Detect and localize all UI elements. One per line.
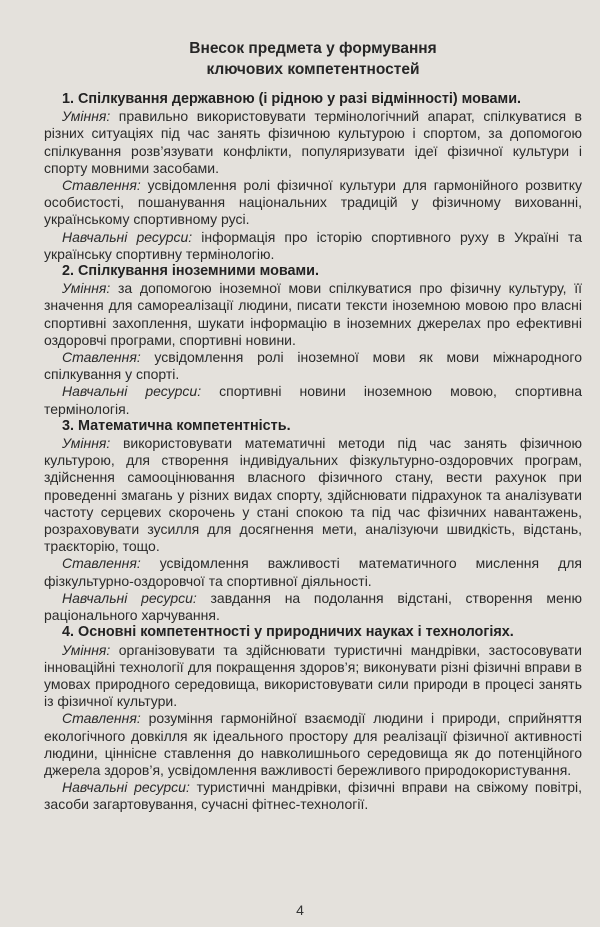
section-heading: 4. Основні компетентності у природничих науках і технологіях. <box>62 624 514 641</box>
paragraph <box>44 590 582 624</box>
paragraph <box>44 280 582 349</box>
section-heading: 1. Спілкування державною (і рідною у разі відмінності) мовами. <box>62 91 522 107</box>
paragraph-text: розуміння гармонійної взаємодії людини і природи, сприйняття екологічного довкілля як ідеального простору для реалізації фізичної активності людини, ціннісне ставлення до навколишнього середовища як до потенційного джерела здоров’я, усвідомлення важливості бережливого природокористування. <box>44 710 582 778</box>
section <box>44 418 582 624</box>
paragraph <box>44 435 582 555</box>
sections <box>44 91 582 814</box>
paragraph-text: інформація про історію спортивного руху в Україні та українську спортивну термінологію. <box>44 228 582 262</box>
paragraph-text: туристичні мандрівки, фізичні вправи на свіжому повітрі, засоби загартовування, сучасні фітнес-технології. <box>44 779 582 813</box>
section <box>44 624 582 813</box>
paragraph-text: правильно використовувати термінологічний апарат, спілкуватися в різних ситуаціях під час занять фізичною культурою і спортом, за допомогою спілкування розв’язувати конфлікти, популяризувати ідеї фізичної культури і спорту мовними засобами. <box>44 108 582 176</box>
paragraph-text: організовувати та здійснювати туристичні мандрівки, застосовувати інноваційні технології для покращення здоров’я; виконувати різні фізичні вправи в умовах природного середовища, використовувати сили природи в процесі занять із фізичної культури. <box>44 641 582 710</box>
paragraph-label: Уміння: <box>62 641 111 658</box>
paragraph-label: Навчальні ресурси: <box>62 228 193 245</box>
section <box>44 91 582 263</box>
section <box>44 263 582 418</box>
paragraph-text: за допомогою іноземної мови спілкуватися про фізичну культуру, її значення для самореалізації людини, писати тексти іноземною мовою про власні спортивні захоплення, шукати інформацію в іноземних джерелах про ефективні оздоровчі програми, спортивні новини. <box>44 280 582 348</box>
paragraph-text: усвідомлення ролі фізичної культури для гармонійного розвитку особистості, пошанування національних традицій у фізичному вихованні, українському спортивному русі. <box>44 177 582 228</box>
paragraph-label: Ставлення: <box>62 710 141 727</box>
paragraph-label: Уміння: <box>62 108 111 125</box>
paragraph-label: Ставлення: <box>62 177 141 194</box>
paragraph <box>44 108 582 177</box>
paragraph-label: Ставлення: <box>62 349 141 366</box>
paragraph <box>44 229 582 263</box>
paragraph <box>44 177 582 229</box>
paragraph-label: Навчальні ресурси: <box>62 383 202 400</box>
paragraph-text: усвідомлення ролі іноземної мови як мови міжнародного спілкування у спорті. <box>44 349 582 383</box>
paragraph <box>44 349 582 383</box>
paragraph-label: Навчальні ресурси: <box>62 589 197 606</box>
paragraph <box>44 710 582 779</box>
page-number: 4 <box>296 902 304 918</box>
paragraph-label: Навчальні ресурси: <box>62 779 190 796</box>
paragraph-text: використовувати математичні методи під час занять фізичною культурою, для створення індивідуальних фізкультурно-оздоровчих програм, здійснення самооцінювання власного фізичного стану, вести рахунок при проведенні змагань у різних видах спорту, здійснювати підрахунок та аналізувати частоту серцевих скорочень у стані спокою та під час фізичних навантажень, розраховувати зусилля для досягнення мети, аналізуючи швидкість, відстань, траєкторію, тощо. <box>44 435 582 555</box>
document-page <box>44 38 582 814</box>
paragraph <box>44 555 582 589</box>
paragraph-text: усвідомлення важливості математичного мислення для фізкультурно-оздоровчої та спортивної діяльності. <box>44 555 582 589</box>
paragraph-label: Уміння: <box>62 435 111 452</box>
paragraph <box>44 383 582 417</box>
paragraph-text: спортивні новини іноземною мовою, спортивна термінологія. <box>44 383 582 417</box>
paragraph-label: Ставлення: <box>62 555 141 572</box>
paragraph-label: Уміння: <box>62 280 111 297</box>
paragraph <box>44 642 582 711</box>
paragraph-text: завдання на подолання відстані, створення меню раціонального харчування. <box>44 589 582 624</box>
title-line-1: Внесок предмета у формування <box>189 40 437 57</box>
page-title <box>44 38 582 80</box>
paragraph <box>44 779 582 813</box>
section-heading: 2. Спілкування іноземними мовами. <box>62 263 320 280</box>
section-heading: 3. Математична компетентність. <box>62 417 291 434</box>
title-line-2: ключових компетентностей <box>206 61 420 78</box>
